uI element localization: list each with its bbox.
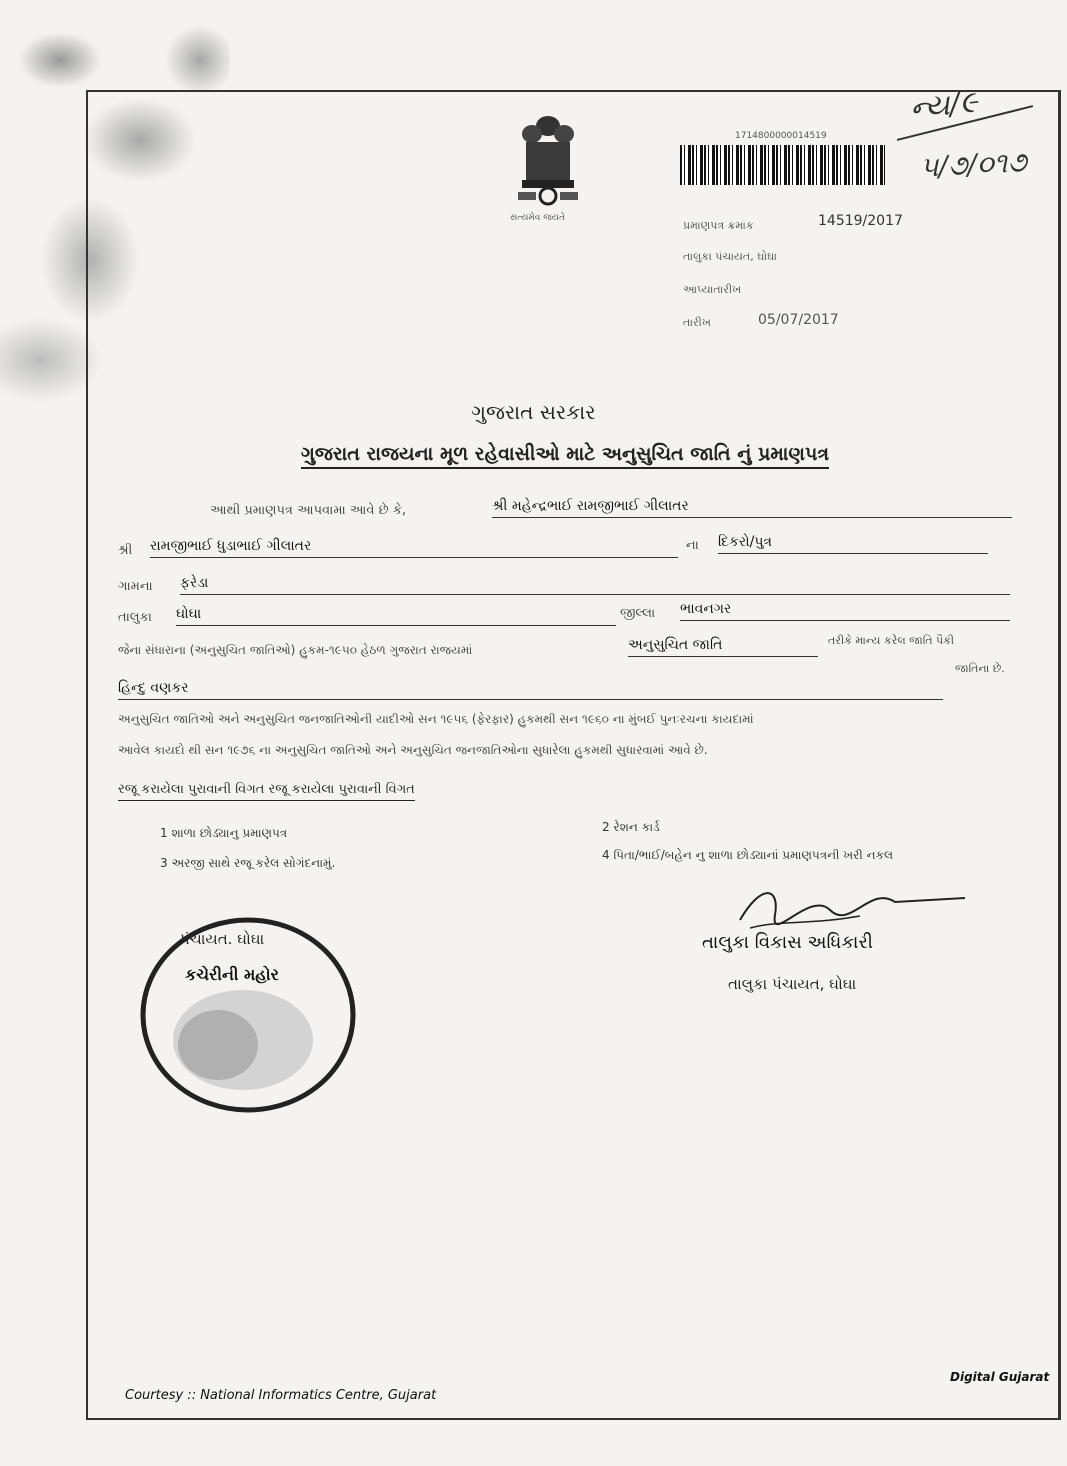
barcode (680, 145, 885, 185)
cert-title (0, 443, 1067, 465)
village: ફરેડા (180, 575, 1010, 595)
taluka: ઘોઘા (176, 606, 616, 626)
signature (720, 880, 970, 940)
para-line-2: આવેલ કાયદો થી સન ૧૯૭૬ ના અનુસુચિત જાતિઓ અને અનુસુચિત જનજાતિઓના સુધારેલા હુકમથી સુધારવામાં આવે છે. (118, 743, 708, 757)
taluka-label: તાલુકા (118, 610, 152, 625)
docs-heading: રજૂ કરાયેલા પુરાવાની વિગત રજૂ કરાયેલા પુરાવાની વિગત (118, 782, 415, 801)
holder-name: શ્રી મહેન્દ્રભાઈ રામજીભાઈ ગીલાતર (492, 498, 1012, 518)
gov-title: ગુજરાત સરકાર (471, 400, 596, 424)
intro-text: આથી પ્રમાણપત્ર આપવામા આવે છે કે, (210, 503, 407, 518)
doc-item-4: 4 પિતા/ભાઈ/બહેન નુ શાળા છોડ્યાનાં પ્રમાણપત્રની ખરી નકલ (602, 848, 894, 862)
caste: હિન્દુ વણકર (118, 680, 943, 700)
handwritten-date: ૫/૭/૦૧૭ (919, 145, 1028, 184)
issue-label: આપ્યાતારીખ (683, 283, 742, 296)
district: ભાવનગર (680, 601, 1010, 621)
order-text: જેના સંધારાના (અનુસુચિત જાતિઓ) હુકમ-૧૯૫૦ હેઠળ ગુજરાત રાજયમાં (118, 643, 473, 657)
category: અનુસુચિત જાતિ (628, 637, 818, 657)
office-meta: તાલુકા પંચાયત, ઘોઘા (683, 250, 778, 263)
footer-courtesy: Courtesy :: National Informatics Centre, Gujarat (125, 1388, 437, 1403)
issue-date: 05/07/2017 (758, 312, 839, 328)
shri-label: શ્રી (118, 543, 133, 558)
cert-no-label: પ્રમાણપત્ર ક્રમાંક (683, 219, 754, 232)
barcode-number: 1714800000014519 (735, 131, 827, 141)
seal-top-text: પંચાયત. ઘોઘા (180, 930, 265, 948)
relation: દિકરો/પુત્ર (718, 534, 988, 554)
village-label: ગામના (118, 579, 153, 594)
doc-item-1: 1 શાળા છોડ્યાનુ પ્રમાણપત્ર (160, 826, 288, 840)
para-line-1: અનુસુચિત જાતિઓ અને અનુસુચિત જનજાતિઓની યાદીઓ સન ૧૯૫૬ (ફેરફાર) હુકમથી સન ૧૯૬૦ ના મુંબઈ પુનઃરચના કાયદામાં (118, 712, 754, 726)
na-label: ના (686, 538, 699, 553)
seal-center-text: કચેરીની મહોર (185, 965, 279, 984)
father-name: રામજીભાઈ ધુડાભાઈ ગીલાતર (150, 538, 678, 558)
emblem-caption: સત્યમેવ જયતે (510, 213, 566, 223)
doc-item-3: 3 અરજી સાથે રજૂ કરેલ સોગંદનામું. (160, 856, 336, 870)
doc-item-2: 2 રેશન કાર્ડ (602, 820, 660, 834)
cert-no: 14519/2017 (818, 213, 903, 229)
digital-gujarat-logo: Digital Gujarat (950, 1370, 1050, 1384)
date-label: તારીખ (683, 316, 711, 329)
signatory-office: તાલુકા પંચાયત, ઘોઘા (728, 975, 857, 993)
signatory-title: તાલુકા વિકાસ અધિકારી (702, 932, 873, 953)
recognized-text: તરીકે માન્ય કરેલ જાતિ પૈકી (828, 634, 955, 647)
handwritten-code: ન્ય/૯ (908, 84, 980, 127)
national-emblem-icon (508, 112, 588, 212)
district-label: જીલ્લા (620, 606, 656, 621)
cert-title-text: ગુજરાત રાજયના મૂળ રહેવાસીઓ માટે અનુસુચિત જાતિ નું પ્રમાણપત્ર (301, 443, 829, 469)
jati-label: જાતિના છે. (955, 662, 1005, 675)
